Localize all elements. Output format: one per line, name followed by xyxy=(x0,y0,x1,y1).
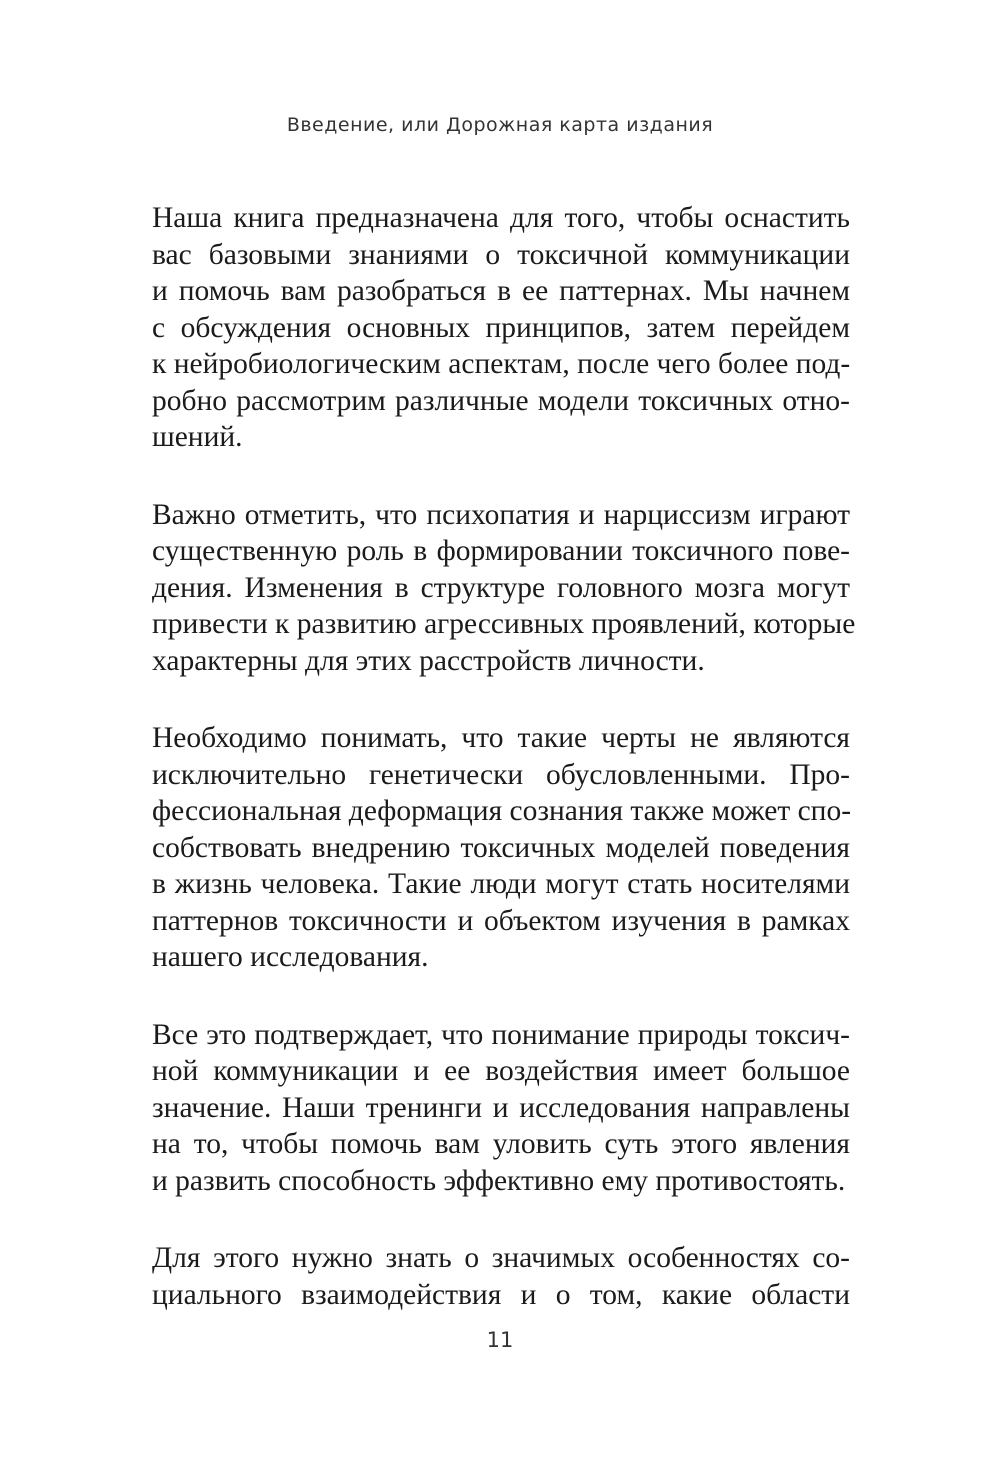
paragraph-4 xyxy=(152,1017,850,1200)
text-line: и помочь вам разобраться в ее паттернах. Мы начнем xyxy=(152,275,850,307)
paragraph-1 xyxy=(152,200,850,456)
text-line: циального взаимодействия и о том, какие области xyxy=(152,1278,850,1311)
text-line: характерны для этих расстройств личности. xyxy=(152,644,705,677)
paragraph-2 xyxy=(152,497,856,680)
page-number: 11 xyxy=(486,1328,514,1352)
text-line: вас базовыми знаниями о токсичной коммуникации xyxy=(152,238,850,271)
text-line: нашего исследования. xyxy=(152,941,429,973)
text-line: на то, чтобы помочь вам уловить суть этого явления xyxy=(152,1128,850,1160)
text-line: существенную роль в формировании токсичного пове- xyxy=(152,535,850,567)
text-line: паттернов токсичности и объектом изучения в рамках xyxy=(152,904,850,937)
text-line: Наша книга предназначена для того, чтобы оснастить xyxy=(152,202,850,234)
text-line: значение. Наши тренинги и исследования направлены xyxy=(152,1091,850,1124)
text-line: Важно отметить, что психопатия и нарциссизм играют xyxy=(152,498,850,531)
text-line: Все это подтверждает, что понимание природы токсич- xyxy=(152,1018,850,1051)
text-line: исключительно генетически обусловленными. Про- xyxy=(152,758,850,791)
paragraph-5 xyxy=(152,1240,850,1313)
body-text xyxy=(152,200,856,1354)
text-line: шений. xyxy=(152,421,243,453)
text-line: с обсуждения основных принципов, затем перейдем xyxy=(152,311,850,344)
paragraph-3 xyxy=(152,720,850,976)
text-line: робно рассмотрим различные модели токсичных отно- xyxy=(152,384,850,417)
text-line: ной коммуникации и ее воздействия имеет большое xyxy=(152,1055,850,1087)
text-line: в жизнь человека. Такие люди могут стать носителями xyxy=(152,868,850,900)
text-line: Необходимо понимать, что такие черты не являются xyxy=(152,722,850,754)
text-line: к нейробиологическим аспектам, после чего более под- xyxy=(152,348,851,380)
text-line: и развить способность эффективно ему противостоять. xyxy=(152,1164,846,1197)
text-line: Для этого нужно знать о значимых особенностях со- xyxy=(152,1242,850,1274)
running-head: Введение, или Дорожная карта издания xyxy=(286,114,714,136)
text-line: собствовать внедрению токсичных моделей поведения xyxy=(152,831,850,864)
text-line: фессиональная деформация сознания также может спо- xyxy=(152,795,852,827)
text-line: привести к развитию агрессивных проявлений, которые xyxy=(152,608,856,640)
text-line: дения. Изменения в структуре головного мозга могут xyxy=(152,571,850,604)
